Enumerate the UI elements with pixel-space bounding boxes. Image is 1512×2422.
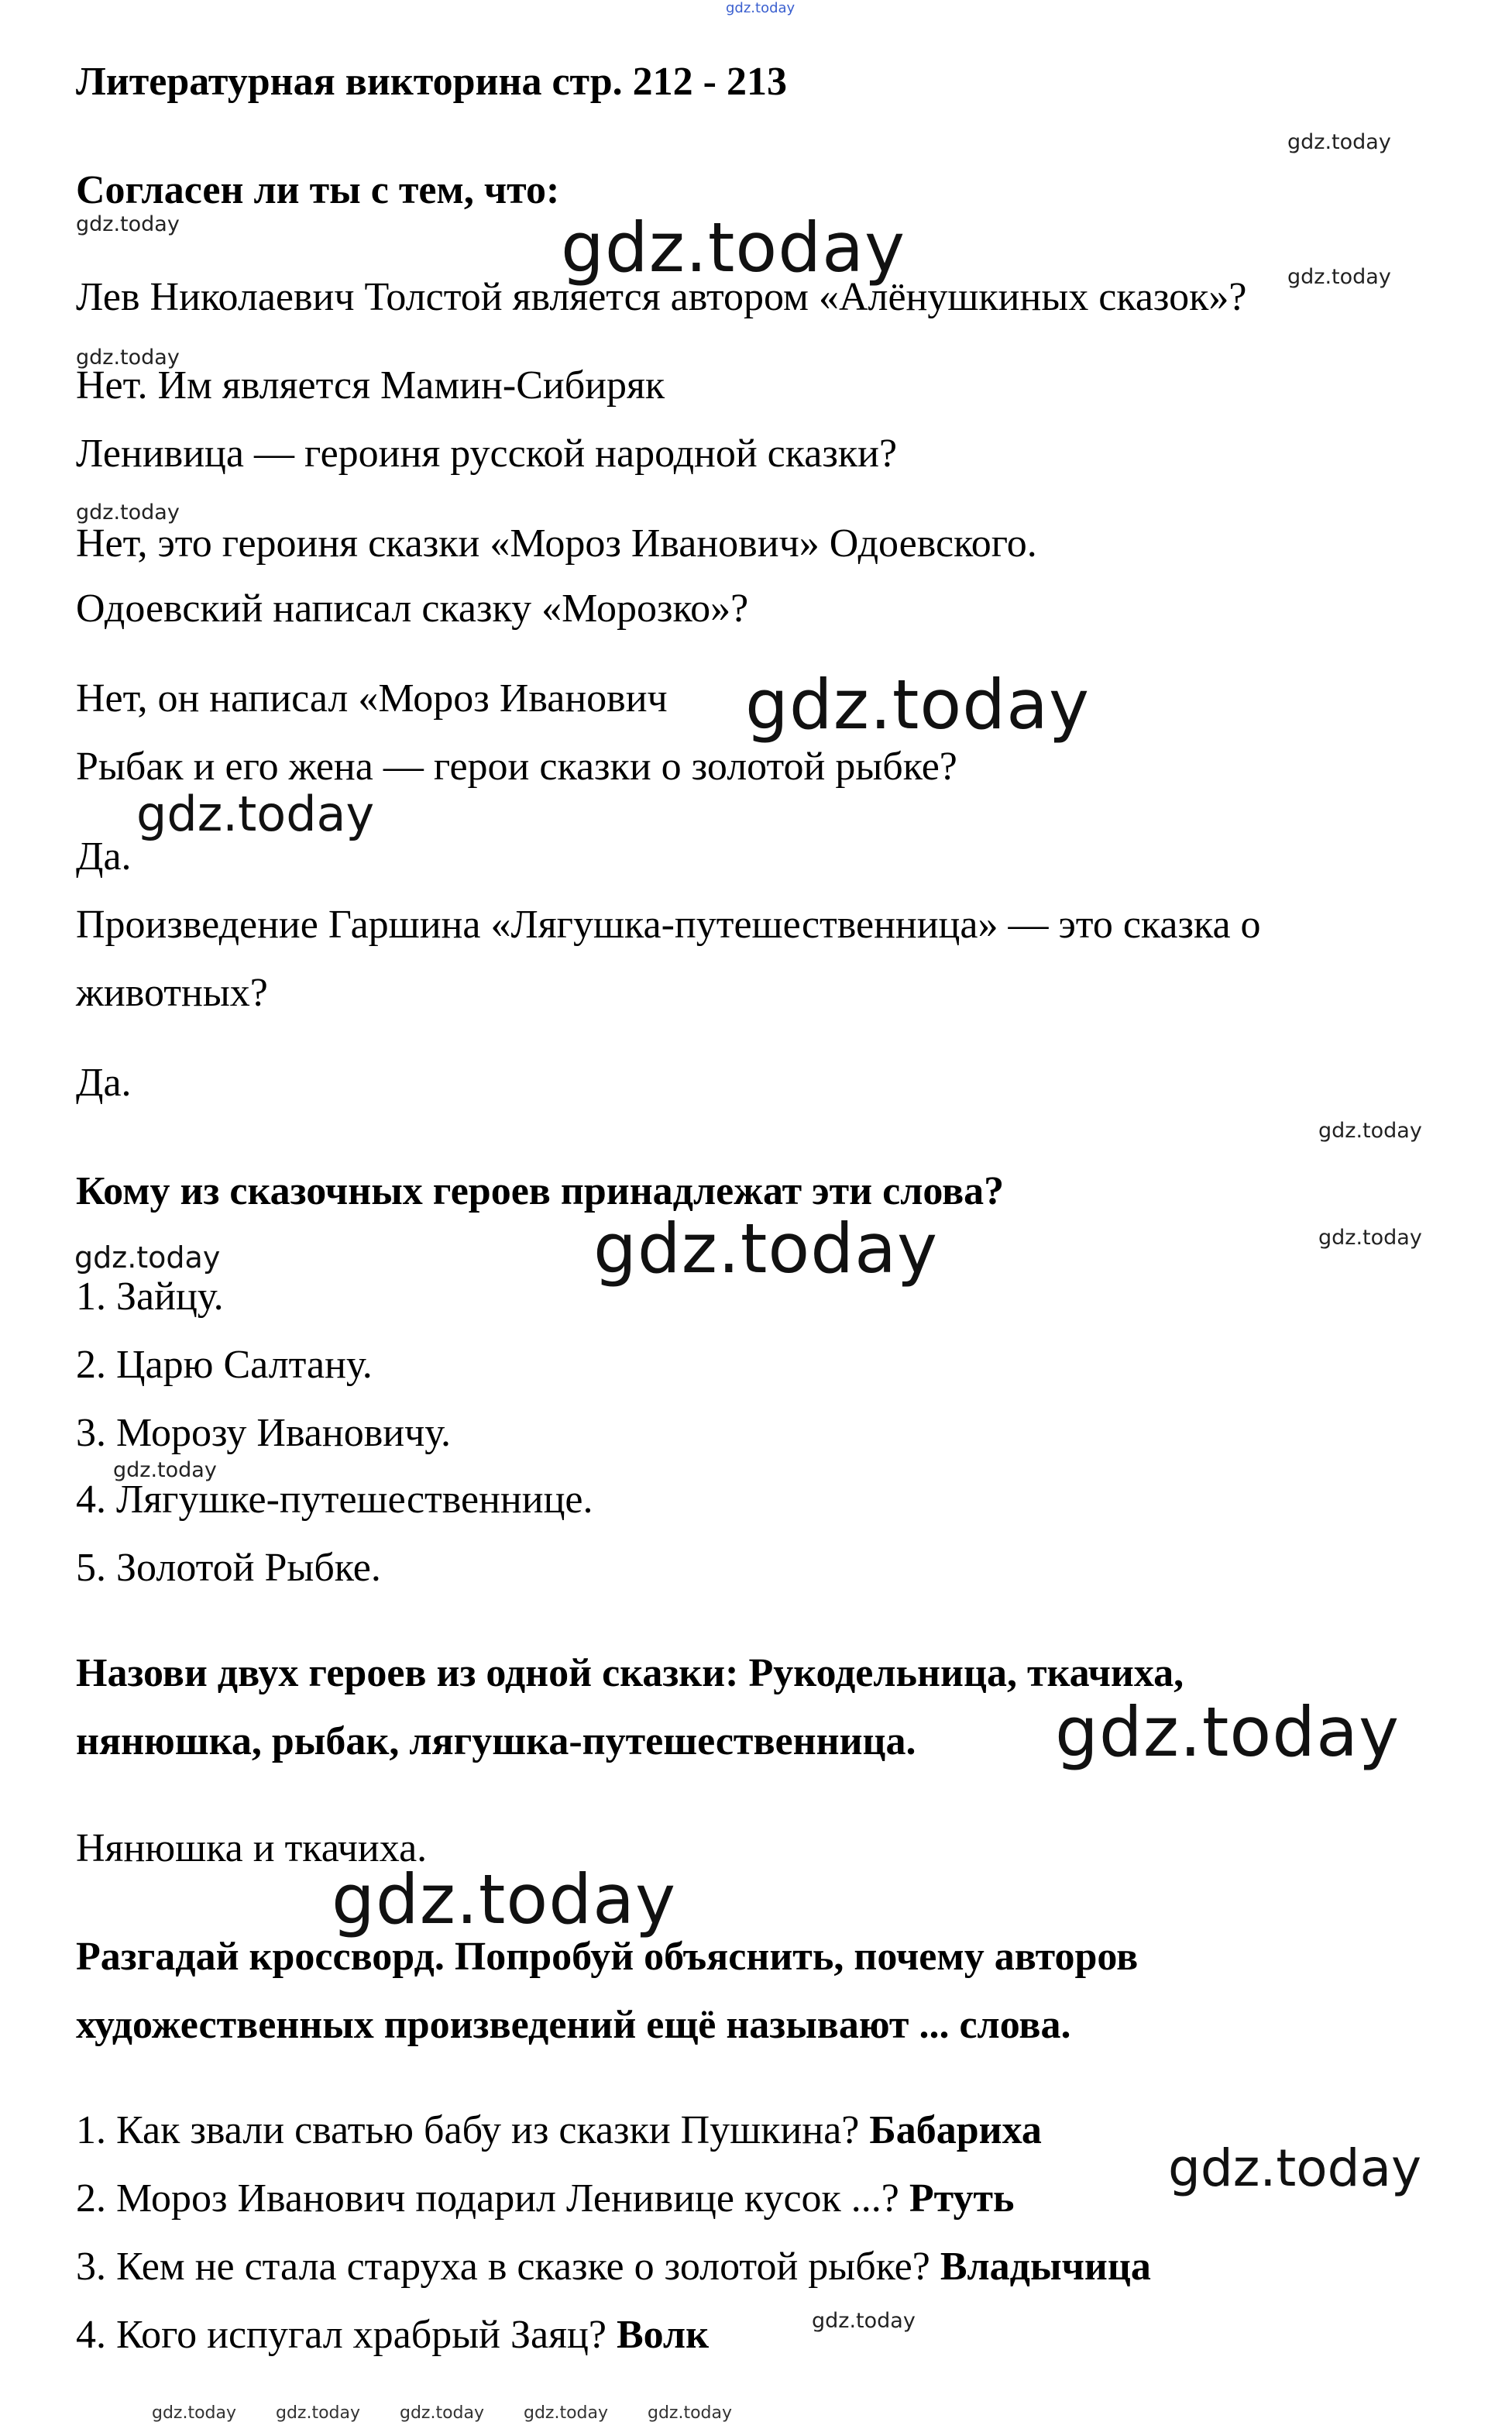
watermark: gdz.today	[152, 2403, 237, 2422]
crossword-item	[76, 2244, 1151, 2290]
quiz-line: Ленивица — героиня русской народной сказки?	[76, 432, 898, 476]
watermark: gdz.today	[76, 212, 180, 236]
section-heading-heroes: Кому из сказочных героев принадлежат эти слова?	[76, 1169, 1005, 1213]
watermark: gdz.today	[1168, 2138, 1422, 2198]
watermark: gdz.today	[1287, 265, 1391, 289]
watermark: gdz.today	[1055, 1692, 1400, 1772]
quiz-line: Рыбак и его жена — герои сказки о золотой рыбке?	[76, 745, 957, 789]
quiz-line: Да.	[76, 834, 132, 879]
crossword-answer: Волк	[616, 2313, 710, 2357]
quiz-line: Одоевский написал сказку «Морозко»?	[76, 587, 749, 631]
watermark: gdz.today	[400, 2403, 485, 2422]
quiz-line: животных?	[76, 971, 268, 1015]
watermark: gdz.today	[1318, 1119, 1422, 1143]
answer-item: 3. Морозу Ивановичу.	[76, 1411, 452, 1455]
answer-text: Нянюшка и ткачиха.	[76, 1826, 428, 1870]
answer-item: 1. Зайцу.	[76, 1275, 224, 1319]
crossword-question: 2. Мороз Иванович подарил Ленивице кусок ...?	[76, 2176, 899, 2221]
answer-item: 4. Лягушке-путешественнице.	[76, 1478, 593, 1522]
watermark: gdz.today	[276, 2403, 361, 2422]
crossword-question: 3. Кем не стала старуха в сказке о золотой рыбке?	[76, 2245, 930, 2289]
crossword-question: 1. Как звали сватью бабу из сказки Пушкина?	[76, 2108, 860, 2152]
watermark: gdz.today	[76, 501, 180, 525]
section-heading-crossword: Разгадай кроссворд. Попробуй объяснить, почему авторов	[76, 1935, 1139, 1979]
crossword-answer: Владычица	[940, 2245, 1151, 2289]
crossword-answer: Ртуть	[909, 2176, 1015, 2221]
crossword-answer: Бабариха	[869, 2108, 1042, 2152]
quiz-line: Да.	[76, 1061, 132, 1105]
crossword-item	[76, 2176, 1015, 2222]
section-heading-two-heroes: Назови двух героев из одной сказки: Рукодельница, ткачиха,	[76, 1651, 1184, 1695]
watermark: gdz.today	[76, 346, 180, 370]
watermark: gdz.today	[726, 0, 796, 16]
watermark: gdz.today	[561, 208, 906, 287]
answer-item: 5. Золотой Рыбке.	[76, 1546, 381, 1590]
quiz-line: Нет. Им является Мамин-Сибиряк	[76, 363, 665, 408]
watermark: gdz.today	[74, 1240, 221, 1275]
quiz-line: Нет, он написал «Мороз Иванович	[76, 676, 668, 721]
watermark: gdz.today	[1318, 1226, 1422, 1250]
quiz-line: Лев Николаевич Толстой является автором «Алёнушкиных сказок»?	[76, 275, 1247, 319]
watermark: gdz.today	[593, 1209, 939, 1288]
watermark: gdz.today	[1287, 130, 1391, 154]
section-heading-crossword: художественных произведений ещё называют ... слова.	[76, 2003, 1071, 2047]
crossword-question: 4. Кого испугал храбрый Заяц?	[76, 2313, 607, 2357]
crossword-item	[76, 2107, 1042, 2154]
answer-item: 2. Царю Салтану.	[76, 1343, 373, 1387]
watermark: gdz.today	[524, 2403, 609, 2422]
section-heading-two-heroes: нянюшка, рыбак, лягушка-путешественница.	[76, 1719, 916, 1763]
watermark: gdz.today	[745, 665, 1091, 745]
page-title: Литературная викторина стр. 212 - 213	[76, 60, 787, 104]
watermark: gdz.today	[812, 2309, 916, 2333]
watermark: gdz.today	[136, 786, 375, 842]
crossword-item	[76, 2312, 709, 2358]
watermark: gdz.today	[332, 1860, 677, 1939]
watermark: gdz.today	[113, 1458, 217, 1482]
watermark: gdz.today	[648, 2403, 733, 2422]
section-heading-agree: Согласен ли ты с тем, что:	[76, 168, 560, 212]
quiz-line: Произведение Гаршина «Лягушка-путешественница» — это сказка о	[76, 903, 1261, 947]
quiz-line: Нет, это героиня сказки «Мороз Иванович» Одоевского.	[76, 521, 1037, 566]
